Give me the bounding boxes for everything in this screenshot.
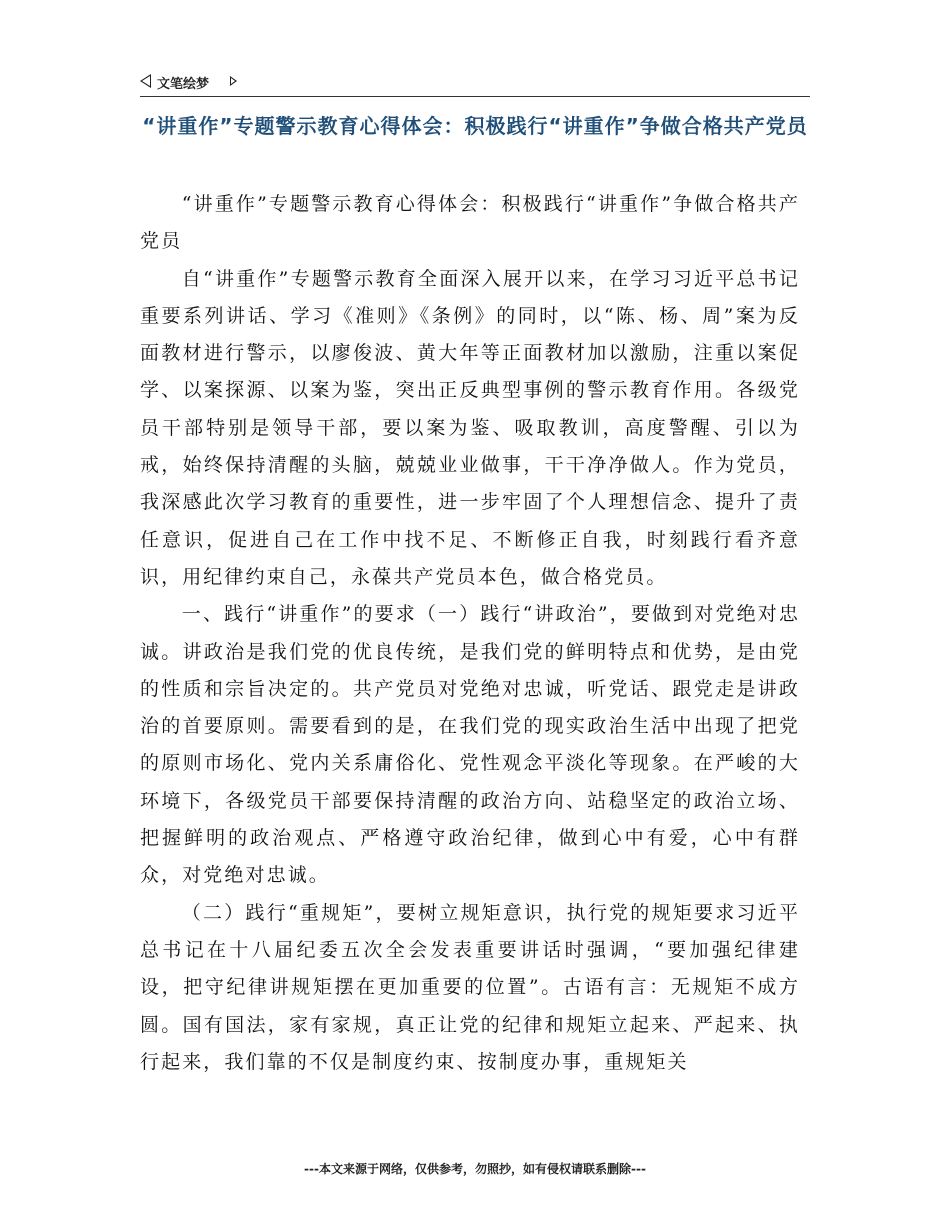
paragraph-intro: 自“讲重作”专题警示教育全面深入展开以来，在学习习近平总书记重要系列讲话、学习《准则》《条例》的同时，以“陈、杨、周”案为反面教材进行警示，以廖俊波、黄大年等正面教材加以激励，注重以案促学、以案探源、以案为鉴，突出正反典型事例的警示教育作用。各级党员干部特别是领导干部，要以案为鉴、吸取教训，高度警醒、引以为戒，始终保持清醒的头脑，兢兢业业做事，干干净净做人。作为党员，我深感此次学习教育的重要性，进一步牢固了个人理想信念、提升了责任意识，促进自己在工作中找不足、不断修正自我，时刻践行看齐意识，用纪律约束自己，永葆共产党员本色，做合格党员。 bbox=[140, 267, 800, 588]
page-header bbox=[140, 72, 810, 97]
document-title: “讲重作”专题警示教育心得体会：积极践行“讲重作”争做合格共产党员 bbox=[142, 114, 808, 138]
footer-disclaimer: ---本文来源于网络，仅供参考，勿照抄，如有侵权请联系删除--- bbox=[304, 1162, 646, 1176]
paragraph-section-1: 一、践行“讲重作”的要求（一）践行“讲政治”，要做到对党绝对忠诚。讲政治是我们党的优良传统，是我们党的鲜明特点和优势，是由党的性质和宗旨决定的。共产党员对党绝对忠诚，听党话、跟党走是讲政治的首要原则。需要看到的是，在我们党的现实政治生活中出现了把党的原则市场化、党内关系庸俗化、党性观念平淡化等现象。在严峻的大环境下，各级党员干部要保持清醒的政治方向、站稳坚定的政治立场、把握鲜明的政治观点、严格遵守政治纪律，做到心中有爱，心中有群众，对党绝对忠诚。 bbox=[140, 603, 800, 887]
document-body bbox=[140, 186, 800, 1081]
header-brand: 文笔绘梦 bbox=[157, 77, 210, 92]
paragraph-section-2: （二）践行“重规矩”，要树立规矩意识，执行党的规矩要求习近平总书记在十八届纪委五次全会发表重要讲话时强调，“要加强纪律建设，把守纪律讲规矩摆在更加重要的位置”。古语有言：无规矩不成方圆。国有国法，家有家规，真正让党的纪律和规矩立起来、严起来、执行起来，我们靠的不仅是制度约束、按制度办事，重规矩关 bbox=[140, 901, 800, 1073]
paragraph-subtitle: “讲重作”专题警示教育心得体会：积极践行“讲重作”争做合格共产党员 bbox=[140, 193, 800, 253]
left-triangle-icon bbox=[140, 74, 151, 88]
right-triangle-icon bbox=[230, 76, 237, 86]
